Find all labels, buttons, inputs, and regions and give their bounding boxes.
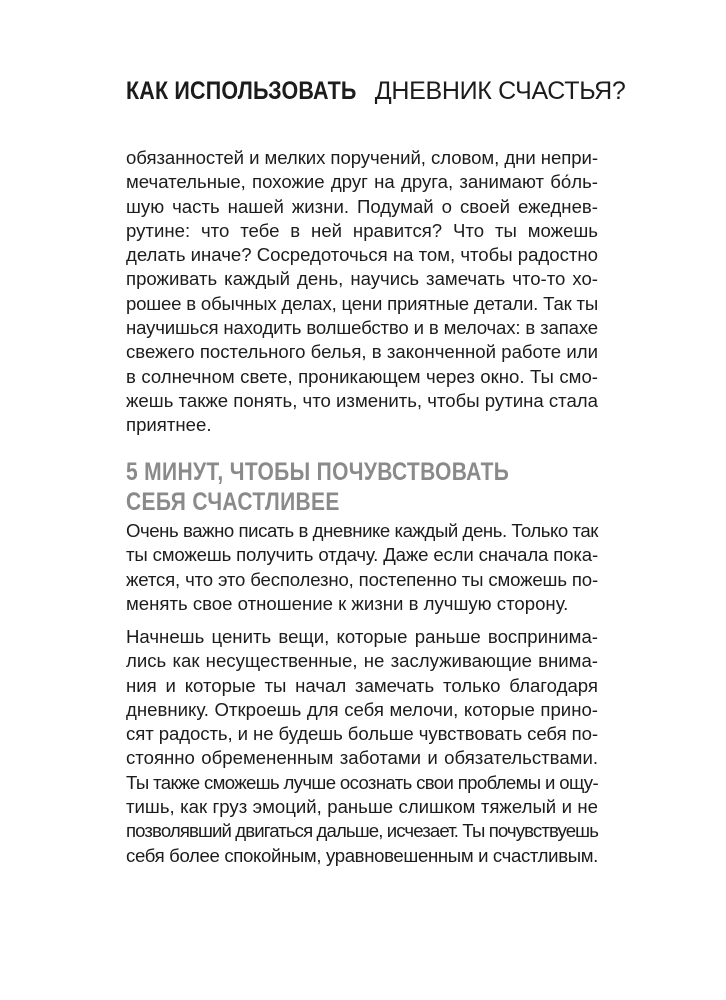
text-line: тишь, как груз эмоций, раньше слишком тяжелый и не	[126, 796, 598, 818]
text-line: стоянно обремененным заботами и обязательствами.	[126, 747, 598, 769]
running-header	[126, 74, 626, 108]
section-heading-line: 5 МИНУТ, ЧТОБЫ ПОЧУВСТВОВАТЬ	[126, 458, 510, 486]
paragraph-1	[126, 146, 598, 438]
text-line: мечательные, похожие друг на друга, занимают бо́ль-	[126, 171, 598, 193]
text-line: делать иначе? Сосредоточься на том, чтобы радостно	[126, 244, 598, 266]
text-line: свежего постельного белья, в законченной работе или	[126, 341, 598, 363]
text-line: жешь также понять, что изменить, чтобы рутина стала	[126, 389, 598, 411]
header-title-bold: КАК ИСПОЛЬЗОВАТЬ	[126, 77, 357, 105]
section-heading-line: СЕБЯ СЧАСТЛИВЕЕ	[126, 488, 340, 516]
text-line: менять свое отношение к жизни в лучшую сторону.	[126, 592, 569, 614]
section-heading	[126, 457, 598, 517]
paragraph-3	[126, 625, 598, 868]
text-line: лись как несущественные, не заслуживающие внима-	[126, 650, 598, 672]
text-line: сят радость, и не будешь больше чувствовать себя по-	[126, 723, 598, 745]
text-line: ты сможешь получить отдачу. Даже если сначала пока-	[126, 544, 598, 566]
text-line: рутине: что тебе в ней нравится? Что ты можешь	[126, 219, 598, 241]
text-line: рошее в обычных делах, цени приятные детали. Так ты	[126, 292, 598, 314]
text-line: в солнечном свете, проникающем через окно. Ты смо-	[126, 365, 598, 387]
text-line: шую часть нашей жизни. Подумай о своей ежеднев-	[126, 195, 598, 217]
text-line: Начнешь ценить вещи, которые раньше воспринима-	[126, 626, 598, 647]
text-line: ния и которые ты начал замечать только благодаря	[126, 674, 598, 696]
text-line: дневнику. Откроешь для себя мелочи, которые прино-	[126, 698, 598, 720]
text-line: Ты также сможешь лучше осознать свои проблемы и ощу-	[126, 771, 598, 793]
text-line: Очень важно писать в дневнике каждый день. Только так	[126, 520, 598, 541]
text-line: жется, что это бесполезно, постепенно ты сможешь по-	[126, 568, 598, 590]
header-title-light: ДНЕВНИК СЧАСТЬЯ?	[374, 77, 626, 105]
text-line: научишься находить волшебство и в мелочах: в запахе	[126, 317, 598, 339]
paragraph-2	[126, 519, 598, 616]
text-line: обязанностей и мелких поручений, словом, дни непри-	[126, 147, 598, 168]
text-line: проживать каждый день, научись замечать что-то хо-	[126, 268, 598, 290]
text-line: позволявший двигаться дальше, исчезает. Ты почувствуешь	[126, 820, 598, 842]
text-line: приятнее.	[126, 414, 212, 436]
text-line: себя более спокойным, уравновешенным и счастливым.	[126, 844, 598, 866]
